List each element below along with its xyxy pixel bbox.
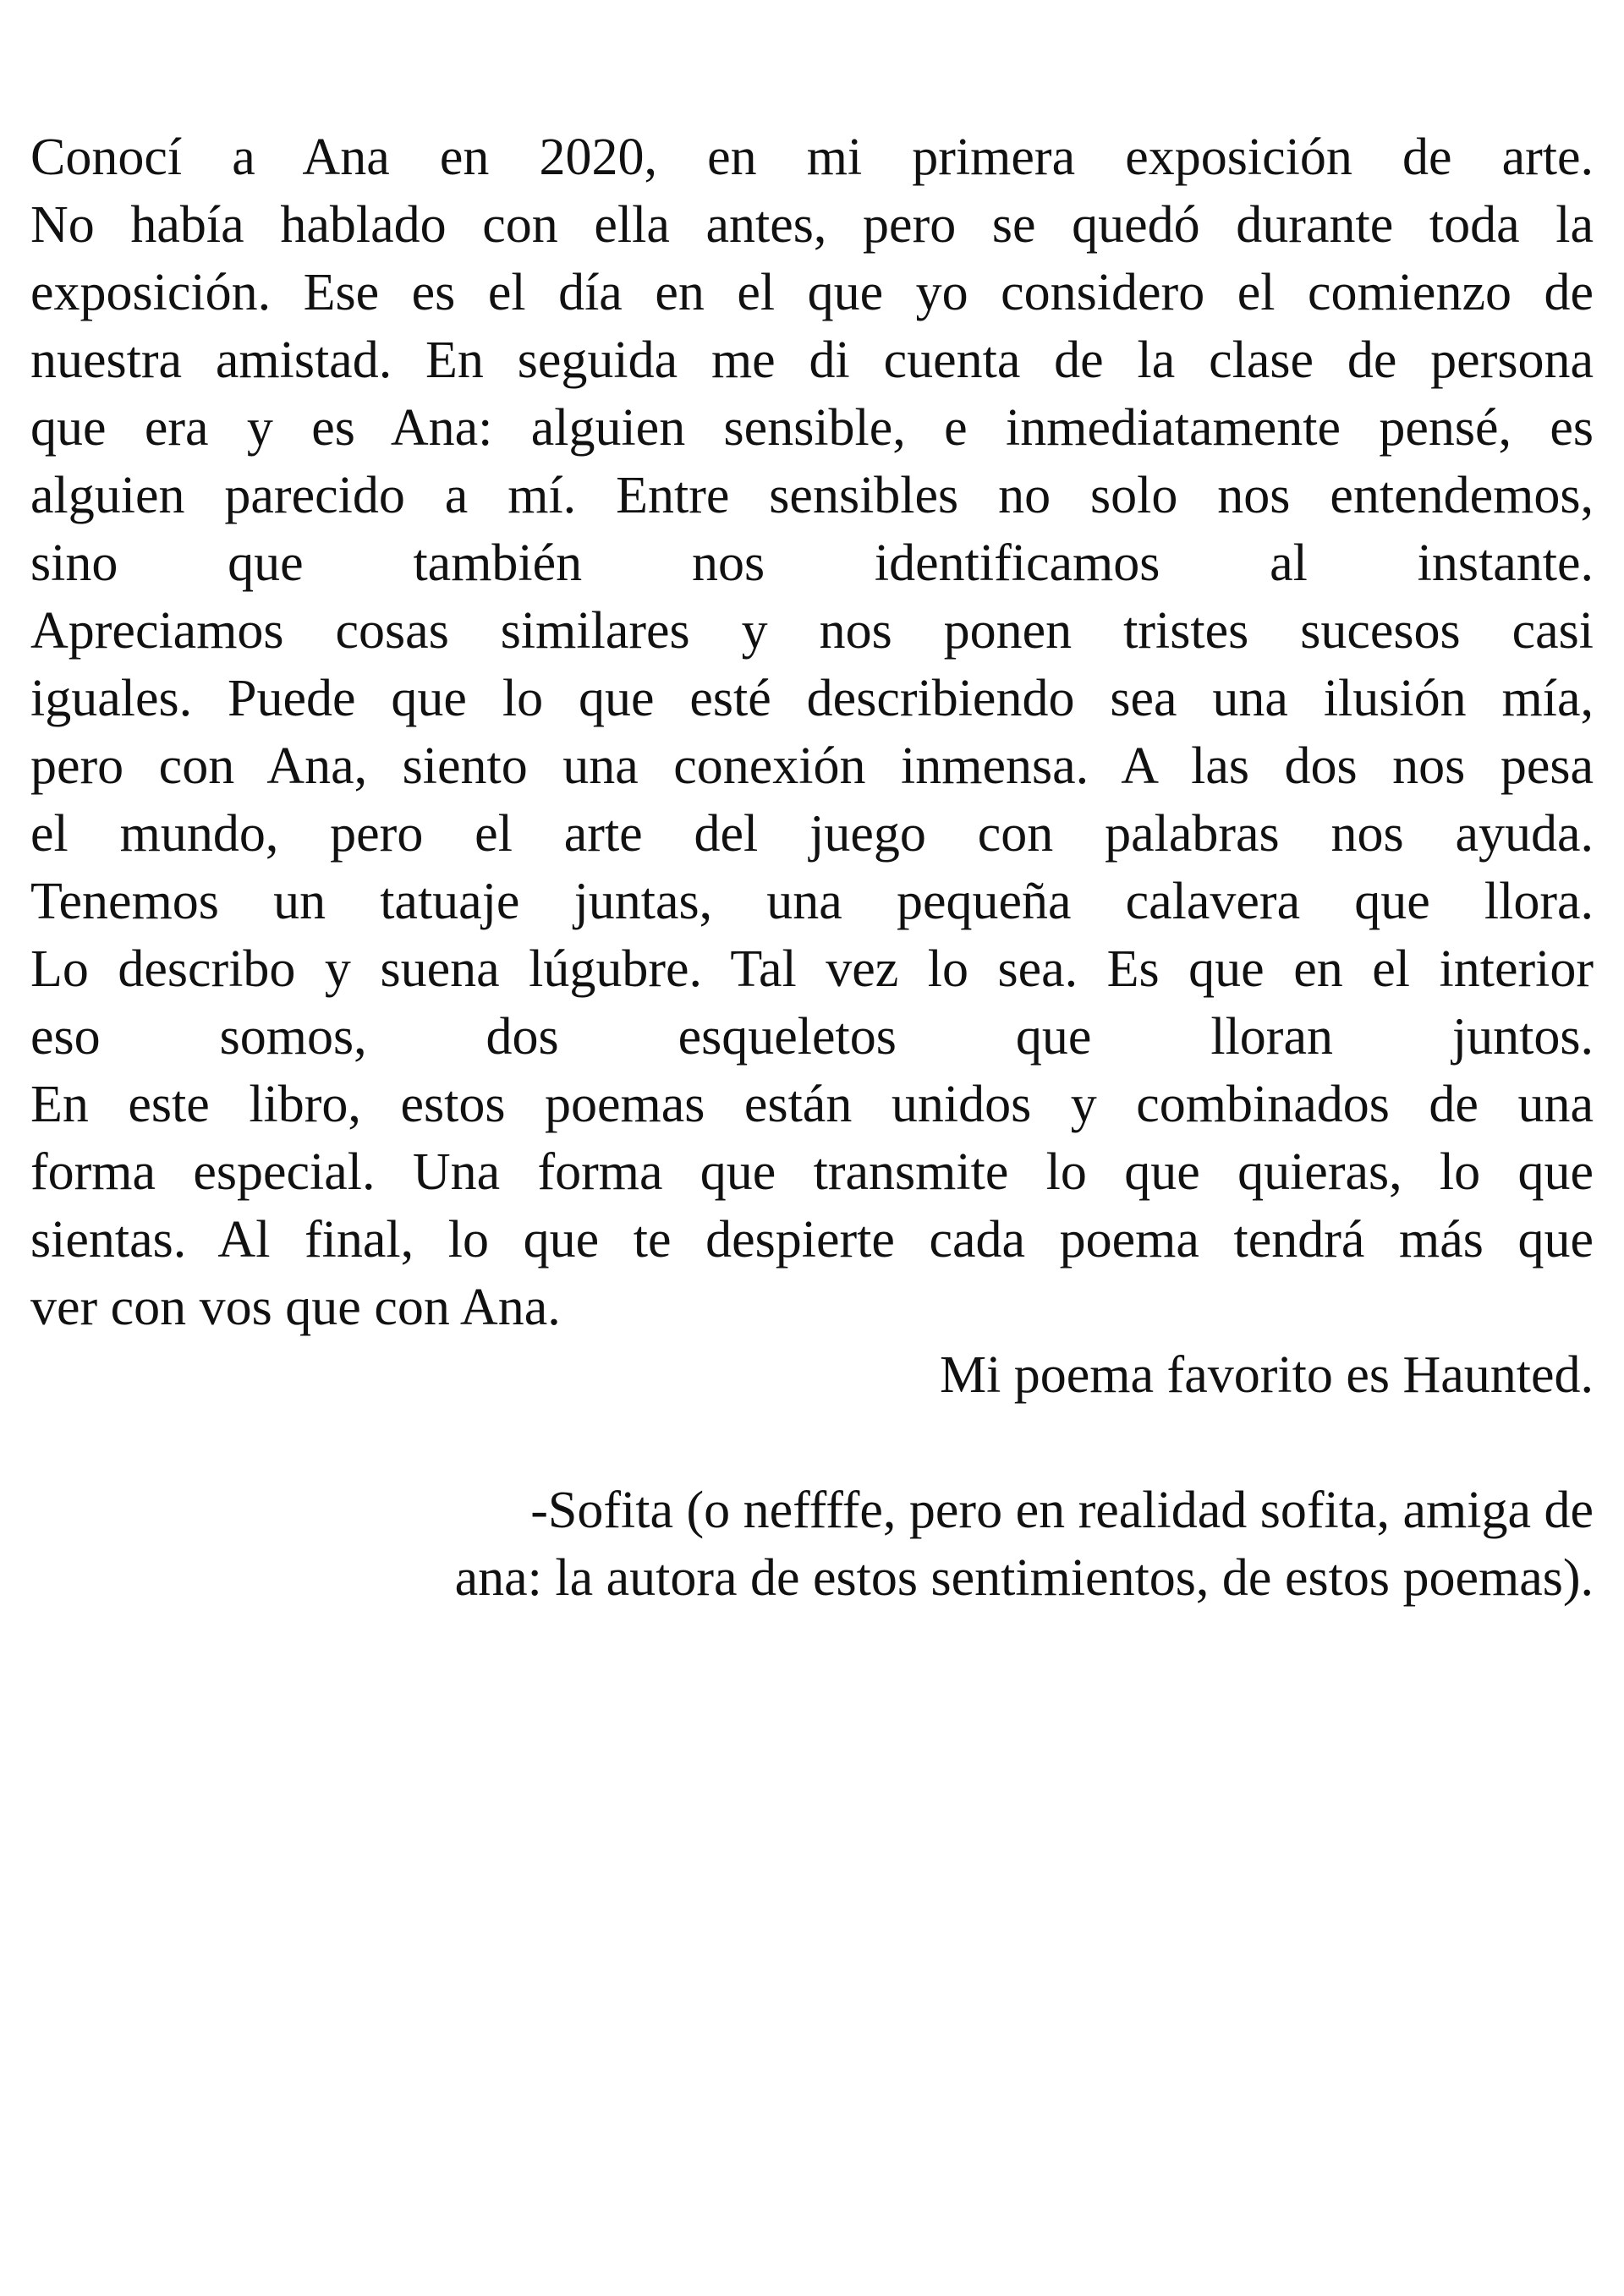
body-line-last: ver con vos que con Ana. [30,1279,561,1336]
signature-line: ana: la autora de estos sentimientos, de estos poemas). [454,1549,1594,1607]
body-line: exposición. Ese es el día en el que yo considero el comienzo de [30,264,1594,321]
body-line: No había hablado con ella antes, pero se quedó durante toda la [30,196,1594,254]
body-line: iguales. Puede que lo que esté describiendo sea una ilusión mía, [30,670,1594,727]
blank-line [30,1409,1594,1477]
body-line: En este libro, estos poemas están unidos y combinados de una [30,1076,1594,1133]
body-line: el mundo, pero el arte del juego con palabras nos ayuda. [30,805,1594,863]
body-line: sientas. Al final, lo que te despierte cada poema tendrá más que [30,1211,1594,1269]
body-line: alguien parecido a mí. Entre sensibles no solo nos entendemos, [30,467,1594,524]
body-line: nuestra amistad. En seguida me di cuenta de la clase de persona [30,332,1594,389]
body-line: forma especial. Una forma que transmite lo que quieras, lo que [30,1143,1594,1201]
favorite-poem-line: Mi poema favorito es Haunted. [939,1346,1594,1404]
body-line: Lo describo y suena lúgubre. Tal vez lo sea. Es que en el interior [30,940,1594,998]
body-line: que era y es Ana: alguien sensible, e inmediatamente pensé, es [30,399,1594,457]
body-line: pero con Ana, siento una conexión inmensa. A las dos nos pesa [30,737,1594,795]
body-line: Apreciamos cosas similares y nos ponen tristes sucesos casi [30,602,1594,660]
signature-line: -Sofita (o neffffe, pero en realidad sofita, amiga de [530,1482,1594,1539]
body-line: Tenemos un tatuaje juntas, una pequeña calavera que llora. [30,873,1594,930]
document-text [30,123,1594,1612]
body-line: Conocí a Ana en 2020, en mi primera exposición de arte. [30,129,1594,186]
body-line: sino que también nos identificamos al instante. [30,534,1594,592]
body-line: eso somos, dos esqueletos que lloran juntos. [30,1008,1594,1066]
